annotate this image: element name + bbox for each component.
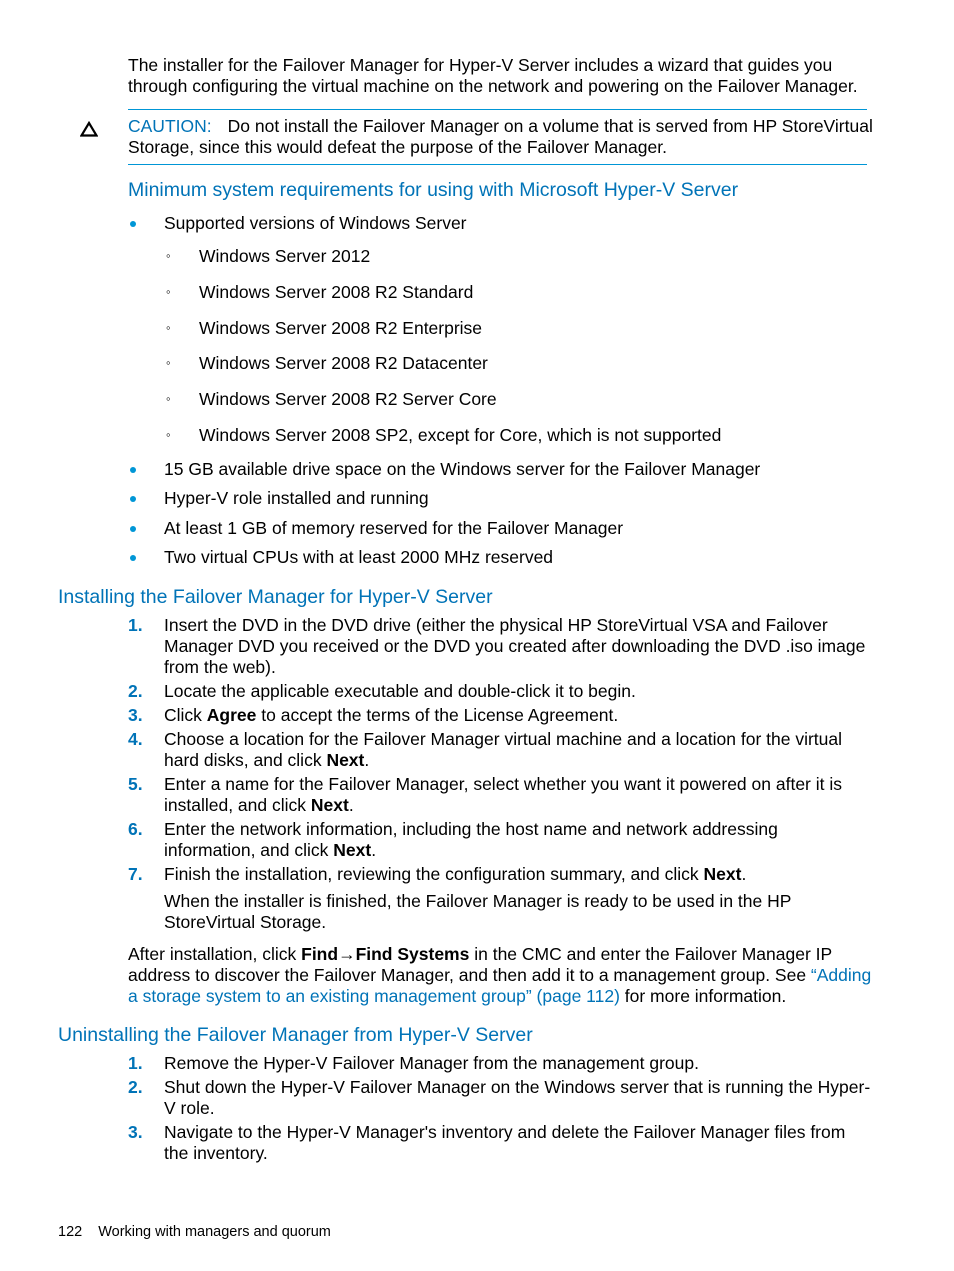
install-step-2: Locate the applicable executable and double-click it to begin. bbox=[164, 681, 636, 701]
step-text: . bbox=[348, 795, 354, 815]
step-text: to accept the terms of the License Agreement. bbox=[256, 705, 619, 725]
step-number: 2. bbox=[128, 1077, 143, 1097]
version-item: Windows Server 2008 R2 Standard bbox=[199, 282, 474, 302]
caution-text: Do not install the Failover Manager on a volume that is served from HP StoreVirtual Storage, since this would defeat the purpose of the Failover Manager. bbox=[128, 116, 873, 157]
after-installation-paragraph bbox=[128, 944, 873, 1007]
heading-installing: Installing the Failover Manager for Hyper-V Server bbox=[58, 586, 493, 608]
uninstall-step-3: Navigate to the Hyper-V Manager's inventory and delete the Failover Manager files from the inventory. bbox=[164, 1122, 846, 1163]
step-text: Enter the network information, including the host name and network addressing information, and click bbox=[164, 819, 778, 860]
ui-label-next: Next bbox=[333, 840, 372, 860]
sub-bullet-marker: ◦ bbox=[166, 320, 171, 335]
bullet-marker bbox=[130, 221, 136, 227]
ui-label-next: Next bbox=[310, 795, 349, 815]
sub-bullet-marker: ◦ bbox=[166, 355, 171, 370]
paragraph-text: for more information. bbox=[619, 986, 787, 1006]
bullet-marker bbox=[130, 467, 136, 473]
version-item: Windows Server 2012 bbox=[199, 246, 371, 266]
bullet-cpus: Two virtual CPUs with at least 2000 MHz reserved bbox=[164, 547, 554, 567]
install-step-1: Insert the DVD in the DVD drive (either the physical HP StoreVirtual VSA and Failover Manager DVD you received or the DVD you created after downloading the DVD .iso image from the web). bbox=[164, 615, 866, 677]
footer-chapter-title: Working with managers and quorum bbox=[98, 1224, 331, 1240]
uninstall-step-1: Remove the Hyper-V Failover Manager from the management group. bbox=[164, 1053, 699, 1073]
paragraph-text: After installation, click bbox=[128, 944, 302, 964]
bullet-hyperv-role: Hyper-V role installed and running bbox=[164, 488, 429, 508]
install-step-4 bbox=[164, 729, 873, 771]
sub-bullet-marker: ◦ bbox=[166, 391, 171, 406]
step-number: 3. bbox=[128, 705, 143, 725]
uninstall-step-2: Shut down the Hyper-V Failover Manager on the Windows server that is running the Hyper-V role. bbox=[164, 1077, 871, 1118]
intro-paragraph: The installer for the Failover Manager for Hyper-V Server includes a wizard that guides you through configuring the virtual machine on the network and powering on the Failover Manager. bbox=[128, 55, 858, 96]
caution-bottom-rule bbox=[128, 164, 867, 165]
bullet-marker bbox=[130, 496, 136, 502]
step-number: 1. bbox=[128, 615, 143, 635]
ui-label-find-systems: Find Systems bbox=[355, 944, 470, 964]
caution-note bbox=[128, 116, 873, 158]
ui-label-next: Next bbox=[326, 750, 365, 770]
cross-reference-link[interactable]: “Adding a storage system to an existing management group” (page 112) bbox=[128, 965, 872, 1006]
ui-label-agree: Agree bbox=[206, 705, 257, 725]
bullet-drive-space: 15 GB available drive space on the Windows server for the Failover Manager bbox=[164, 459, 761, 479]
version-item: Windows Server 2008 R2 Server Core bbox=[199, 389, 497, 409]
heading-uninstalling: Uninstalling the Failover Manager from Hyper-V Server bbox=[58, 1024, 533, 1046]
step-text: . bbox=[371, 840, 377, 860]
paragraph-text: in the CMC and enter the Failover Manager IP address to discover the Failover Manager, and then add it to a management group. See bbox=[128, 944, 832, 985]
step-number: 2. bbox=[128, 681, 143, 701]
bullet-supported-versions: Supported versions of Windows Server bbox=[164, 213, 467, 233]
heading-minimum-requirements: Minimum system requirements for using with Microsoft Hyper-V Server bbox=[128, 179, 739, 201]
install-step-6 bbox=[164, 819, 873, 861]
step-number: 4. bbox=[128, 729, 143, 749]
step-text: Finish the installation, reviewing the configuration summary, and click bbox=[164, 864, 704, 884]
step-text: . bbox=[741, 864, 747, 884]
step-text: Click bbox=[164, 705, 207, 725]
step-text: . bbox=[364, 750, 370, 770]
menu-arrow: → bbox=[338, 944, 356, 964]
bullet-memory: At least 1 GB of memory reserved for the Failover Manager bbox=[164, 518, 624, 538]
page-footer bbox=[58, 1223, 331, 1241]
step-number: 3. bbox=[128, 1122, 143, 1142]
ui-label-next: Next bbox=[703, 864, 742, 884]
install-step-5 bbox=[164, 774, 873, 816]
bullet-marker bbox=[130, 555, 136, 561]
step-number: 5. bbox=[128, 774, 143, 794]
step-text: Enter a name for the Failover Manager, select whether you want it powered on after it is installed, and click bbox=[164, 774, 842, 815]
ui-label-find: Find bbox=[301, 944, 339, 964]
caution-triangle-icon bbox=[80, 121, 98, 137]
install-step-7 bbox=[164, 864, 873, 885]
bullet-marker bbox=[130, 526, 136, 532]
step-number: 1. bbox=[128, 1053, 143, 1073]
sub-bullet-marker: ◦ bbox=[166, 284, 171, 299]
page-number: 122 bbox=[58, 1224, 83, 1240]
sub-bullet-marker: ◦ bbox=[166, 427, 171, 442]
install-step-7-note: When the installer is finished, the Failover Manager is ready to be used in the HP StoreVirtual Storage. bbox=[164, 891, 792, 932]
step-number: 7. bbox=[128, 864, 143, 884]
caution-label: CAUTION: bbox=[128, 116, 212, 136]
sub-bullet-marker: ◦ bbox=[166, 248, 171, 263]
version-item: Windows Server 2008 SP2, except for Core, which is not supported bbox=[199, 425, 722, 445]
caution-top-rule bbox=[128, 109, 867, 110]
step-text: Choose a location for the Failover Manager virtual machine and a location for the virtual hard disks, and click bbox=[164, 729, 843, 770]
version-item: Windows Server 2008 R2 Enterprise bbox=[199, 318, 483, 338]
install-step-3 bbox=[164, 705, 873, 726]
version-item: Windows Server 2008 R2 Datacenter bbox=[199, 353, 488, 373]
step-number: 6. bbox=[128, 819, 143, 839]
